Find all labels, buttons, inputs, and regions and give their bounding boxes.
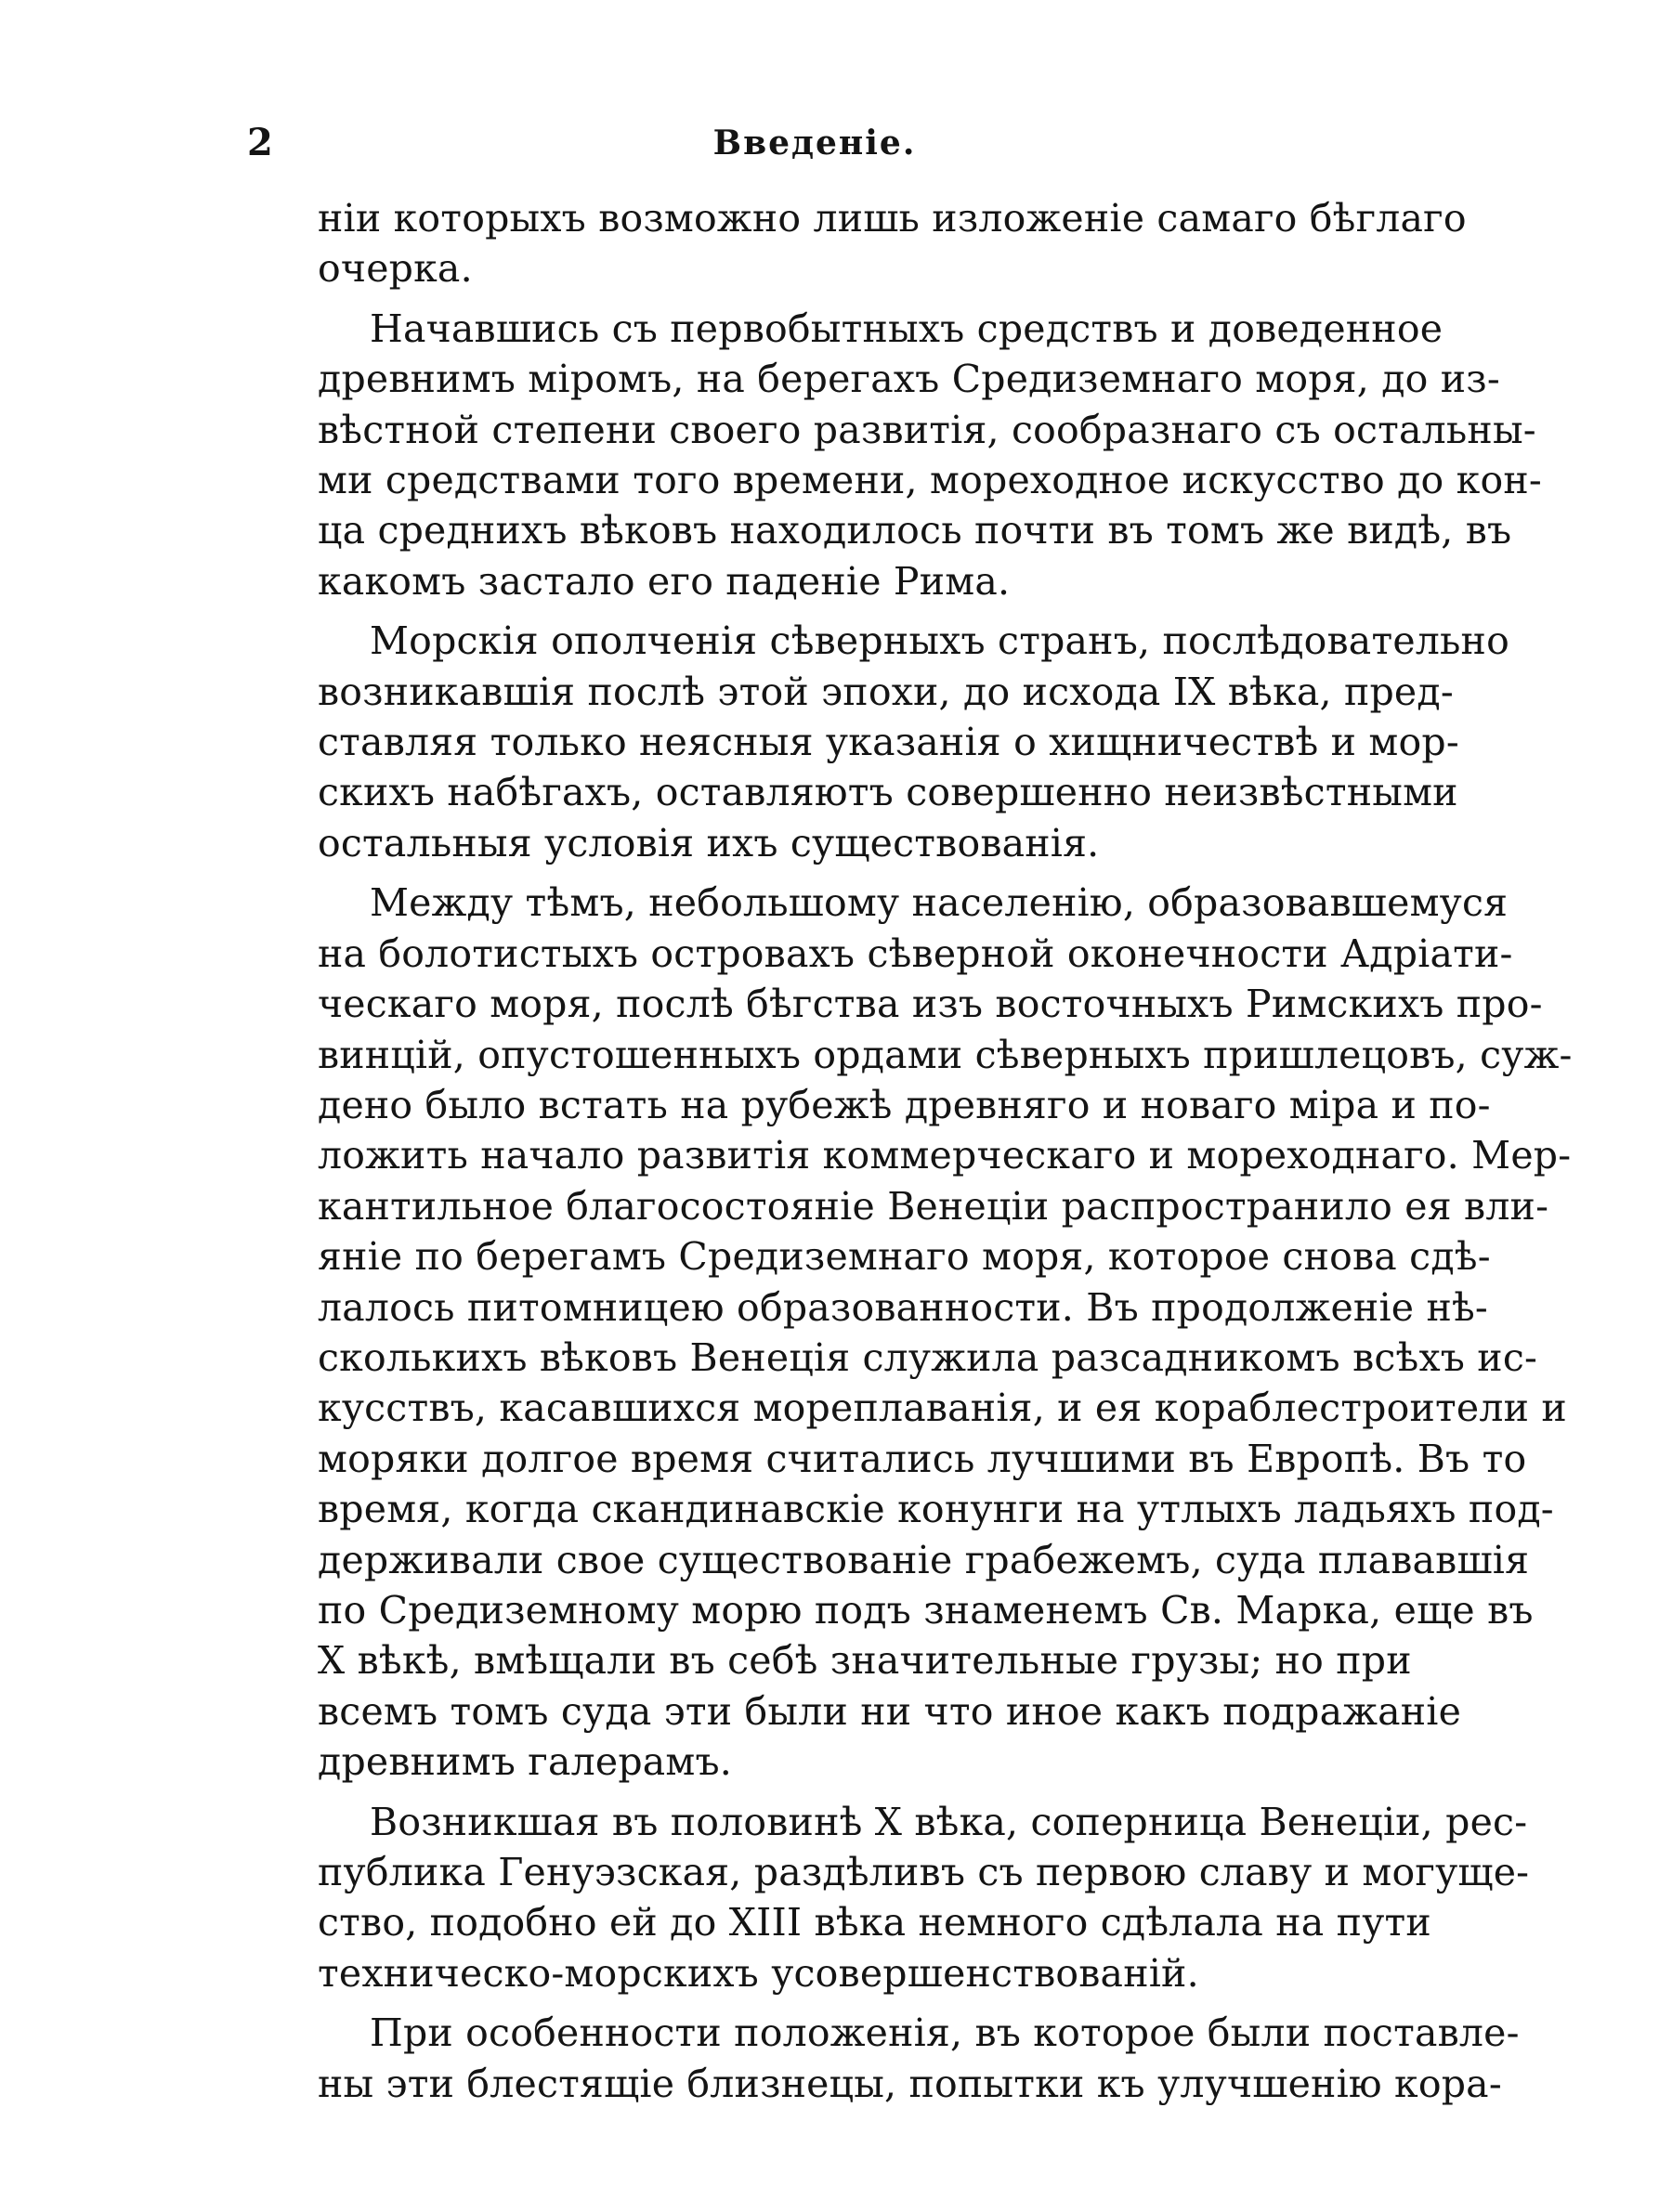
page-number: 2 (247, 121, 273, 164)
text-line: очерка. (318, 246, 473, 292)
text-line: яніе по берегамъ Средиземнаго моря, которое снова сдѣ- (318, 1234, 1491, 1280)
paragraph (266, 616, 1509, 868)
text-line: ставляя только неясныя указанія о хищничествѣ и мор- (318, 720, 1459, 765)
text-line: моряки долгое время считались лучшими въ Европѣ. Въ то (318, 1436, 1527, 1481)
text-line: При особенности положенія, въ которое были поставле- (370, 2010, 1520, 2056)
body-text (266, 193, 1573, 2109)
text-line: ца среднихъ вѣковъ находилось почти въ томъ же видѣ, въ (318, 508, 1512, 553)
text-line: всемъ томъ суда эти были ни что иное какъ подражаніе (318, 1688, 1462, 1734)
chapter-title: Введеніе. (712, 124, 917, 163)
paragraph (266, 1797, 1530, 1999)
text-line: кантильное благосостояніе Венеціи распространило ея вли- (318, 1183, 1549, 1229)
text-line: публика Генуэзская, раздѣливъ съ первою славу и могуще- (318, 1850, 1530, 1894)
text-line: древнимъ міромъ, на берегахъ Средиземнаго моря, до из- (318, 357, 1500, 402)
text-line: кусствъ, касавшихся мореплаванія, и ея кораблестроители и (318, 1386, 1567, 1431)
paragraph (266, 2008, 1520, 2109)
text-line: Начавшись съ первобытныхъ средствъ и доведенное (370, 306, 1443, 351)
text-line: по Средиземному морю подъ знаменемъ Св. Марка, еще въ (318, 1587, 1534, 1633)
text-line: ми средствами того времени, мореходное искусство до кон- (318, 458, 1542, 503)
text-line: Между тѣмъ, небольшому населенію, образовавшемуся (370, 880, 1509, 926)
text-line: Морскія ополченія сѣверныхъ странъ, послѣдовательно (370, 618, 1509, 664)
text-line: винцій, опустошенныхъ ордами сѣверныхъ пришлецовъ, суж- (318, 1032, 1573, 1077)
text-line: сколькихъ вѣковъ Венеція служила разсадникомъ всѣхъ ис- (318, 1334, 1538, 1380)
text-line: Возникшая въ половинѣ X вѣка, соперница Венеціи, рес- (370, 1799, 1528, 1844)
paragraph (266, 304, 1542, 606)
paragraph (266, 193, 1467, 294)
running-head (243, 115, 1386, 171)
text-line: вѣстной степени своего развитія, сообразнаго съ остальны- (318, 407, 1536, 452)
text-line: X вѣкѣ, вмѣщали въ себѣ значительные грузы; но при (318, 1638, 1412, 1684)
text-line: дено было встать на рубежѣ древняго и новаго міра и по- (318, 1082, 1491, 1127)
text-line: возникавшія послѣ этой эпохи, до исхода IX вѣка, пред- (318, 669, 1454, 714)
text-line: какомъ застало его паденіе Рима. (318, 558, 1011, 604)
text-line: древнимъ галерамъ. (318, 1739, 733, 1785)
paragraph (266, 878, 1573, 1787)
text-line: держивали свое существованіе грабежемъ, суда плававшія (318, 1537, 1530, 1582)
text-line: скихъ набѣгахъ, оставляютъ совершенно неизвѣстными (318, 770, 1458, 815)
text-line: время, когда скандинавскіе конунги на утлыхъ ладьяхъ под- (318, 1487, 1554, 1532)
text-line: ны эти блестящіе близнецы, попытки къ улучшенію кора- (318, 2061, 1502, 2106)
text-line: ніи которыхъ возможно лишь изложеніе самаго бѣглаго (318, 196, 1467, 241)
text-line: остальныя условія ихъ существованія. (318, 820, 1100, 865)
text-line: на болотистыхъ островахъ сѣверной оконечности Адріати- (318, 930, 1513, 976)
text-line: лалось питомницею образованности. Въ продолженіе нѣ- (318, 1284, 1488, 1330)
text-line: техническо-морскихъ усовершенствованій. (318, 1950, 1199, 1996)
text-line: ложить начало развитія коммерческаго и мореходнаго. Мер- (318, 1133, 1572, 1178)
text-line: ческаго моря, послѣ бѣгства изъ восточныхъ Римскихъ про- (318, 982, 1543, 1027)
text-line: ство, подобно ей до XIII вѣка немного сдѣлала на пути (318, 1900, 1431, 1945)
